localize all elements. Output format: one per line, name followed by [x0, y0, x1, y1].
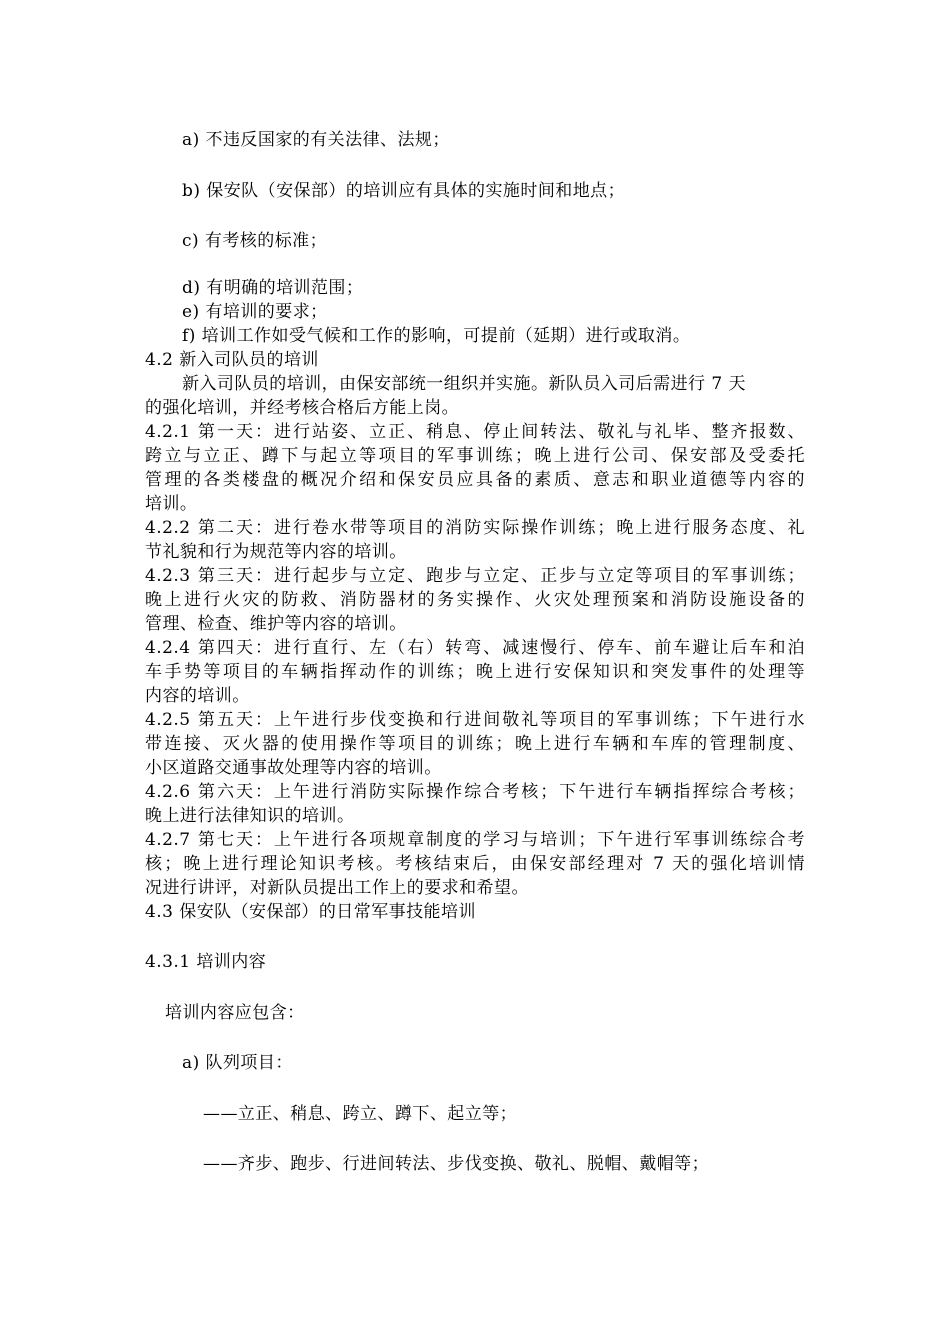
paragraph-text: 新入司队员的培训，由保安部统一组织并实施。新队员入司后需进行 7 天: [182, 374, 746, 394]
paragraph-text: 况进行讲评，对新队员提出工作上的要求和希望。: [145, 878, 529, 898]
sub-list-item: ——立正、稍息、跨立、蹲下、起立等；: [203, 1104, 518, 1124]
paragraph-text: 管理的各类楼盘的概况介绍和保安员应具备的素质、意志和职业道德等内容的: [145, 470, 805, 490]
list-item-b: b) 保安队（安保部）的培训应有具体的实施时间和地点；: [182, 181, 626, 201]
paragraph-text: 晚上进行法律知识的培训。: [145, 806, 355, 826]
paragraph-text: 培训。: [145, 494, 198, 514]
section-heading-4-3-1: 4.3.1 培训内容: [145, 952, 267, 972]
section-heading-4-2: 4.2 新入司队员的培训: [145, 350, 319, 370]
list-item-e: e) 有培训的要求；: [182, 302, 328, 322]
paragraph-text: 的强化培训，并经考核合格后方能上岗。: [145, 398, 460, 418]
list-item-a: a) 不违反国家的有关法律、法规；: [182, 130, 450, 150]
clause-4-2-1: 4.2.1 第一天：进行站姿、立正、稍息、停止间转法、敬礼与礼毕、整齐报数、: [145, 422, 805, 442]
sub-list-item: ——齐步、跑步、行进间转法、步伐变换、敬礼、脱帽、戴帽等；: [203, 1154, 710, 1174]
list-item-a: a) 队列项目：: [182, 1053, 293, 1073]
list-item-f: f) 培训工作如受气候和工作的影响，可提前（延期）进行或取消。: [182, 326, 691, 346]
paragraph-text: 跨立与立正、蹲下与起立等项目的军事训练；晚上进行公司、保安部及受委托: [145, 446, 805, 466]
paragraph-text: 晚上进行火灾的防救、消防器材的务实操作、火灾处理预案和消防设施设备的: [145, 590, 805, 610]
list-item-d: d) 有明确的培训范围；: [182, 278, 364, 298]
paragraph-text: 培训内容应包含：: [165, 1003, 305, 1023]
clause-4-2-5: 4.2.5 第五天：上午进行步伐变换和行进间敬礼等项目的军事训练；下午进行水: [145, 710, 805, 730]
paragraph-text: 核；晚上进行理论知识考核。考核结束后，由保安部经理对 7 天的强化培训情: [145, 854, 805, 874]
clause-4-2-6: 4.2.6 第六天：上午进行消防实际操作综合考核；下午进行车辆指挥综合考核；: [145, 782, 805, 802]
clause-4-2-4: 4.2.4 第四天：进行直行、左（右）转弯、减速慢行、停车、前车避让后车和泊: [145, 638, 805, 658]
clause-4-2-3: 4.2.3 第三天：进行起步与立定、跑步与立定、正步与立定等项目的军事训练；: [145, 566, 805, 586]
clause-4-2-2: 4.2.2 第二天：进行卷水带等项目的消防实际操作训练；晚上进行服务态度、礼: [145, 518, 805, 538]
clause-4-2-7: 4.2.7 第七天：上午进行各项规章制度的学习与培训；下午进行军事训练综合考: [145, 830, 805, 850]
paragraph-text: 小区道路交通事故处理等内容的培训。: [145, 758, 442, 778]
paragraph-text: 带连接、灭火器的使用操作等项目的训练；晚上进行车辆和车库的管理制度、: [145, 734, 805, 754]
list-item-c: c) 有考核的标准；: [182, 231, 328, 251]
paragraph-text: 管理、检查、维护等内容的培训。: [145, 614, 407, 634]
paragraph-text: 内容的培训。: [145, 686, 250, 706]
section-heading-4-3: 4.3 保安队（安保部）的日常军事技能培训: [145, 902, 476, 922]
paragraph-text: 节礼貌和行为规范等内容的培训。: [145, 542, 407, 562]
paragraph-text: 车手势等项目的车辆指挥动作的训练；晚上进行安保知识和突发事件的处理等: [145, 662, 805, 682]
